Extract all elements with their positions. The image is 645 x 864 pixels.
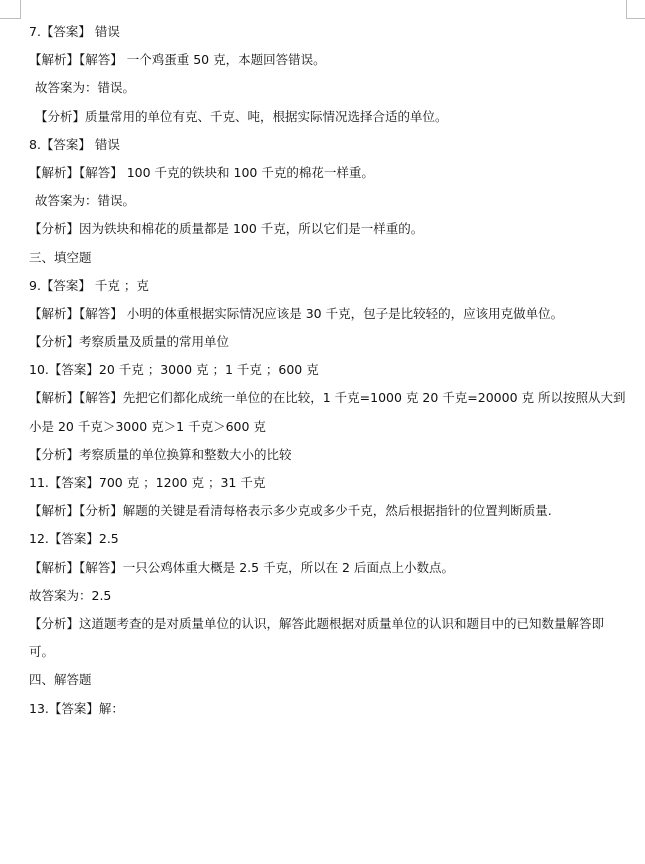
q12-explanation-continued: 可。 — [29, 644, 55, 660]
q7-explanation: 【分析】质量常用的单位有克、千克、吨，根据实际情况选择合适的单位。 — [35, 108, 448, 124]
page-corner-mark-right — [626, 0, 645, 19]
q13-answer: 13.【答案】解： — [29, 700, 124, 716]
document-body — [29, 18, 626, 723]
q11-analysis: 【解析】【分析】解题的关键是看清每格表示多少克或多少千克，然后根据指针的位置判断质量. — [29, 503, 552, 519]
q7-answer: 7.【答案】 错误 — [29, 24, 120, 39]
q7-analysis: 【解析】【解答】 一个鸡蛋重 50 克，本题回答错误。 — [29, 52, 326, 68]
q10-explanation: 【分析】考察质量的单位换算和整数大小的比较 — [29, 446, 292, 462]
q8-answer: 8.【答案】 错误 — [29, 136, 120, 152]
q12-conclusion: 故答案为：2.5 — [29, 587, 112, 603]
q10-analysis: 【解析】【解答】先把它们都化成统一单位的在比较，1 千克=1000 克 20 千克=20000 克 所以按照从大到 — [29, 390, 626, 406]
q9-answer: 9.【答案】 千克 ；克 — [29, 277, 149, 293]
q12-explanation: 【分析】这道题考查的是对质量单位的认识，解答此题根据对质量单位的认识和题目中的已知数量解答即 — [29, 615, 605, 631]
q12-analysis: 【解析】【解答】一只公鸡体重大概是 2.5 千克，所以在 2 后面点上小数点。 — [29, 559, 454, 575]
q11-answer: 11.【答案】700 克 ；1200 克 ；31 千克 — [29, 475, 266, 490]
q10-analysis-continued: 小是 20 千克＞3000 克＞1 千克＞600 克 — [29, 418, 266, 434]
page-corner-mark-left — [0, 0, 21, 19]
q8-explanation: 【分析】因为铁块和棉花的质量都是 100 千克，所以它们是一样重的。 — [29, 221, 424, 237]
q10-answer: 10.【答案】20 千克 ；3000 克 ；1 千克 ；600 克 — [29, 362, 319, 378]
q9-explanation: 【分析】考察质量及质量的常用单位 — [29, 334, 230, 350]
section-heading-solve: 四、解答题 — [29, 672, 92, 688]
q12-answer: 12.【答案】2.5 — [29, 531, 119, 547]
q9-analysis: 【解析】【解答】 小明的体重根据实际情况应该是 30 千克，包子是比较轻的，应该用克做单位。 — [29, 305, 564, 321]
section-heading-fill-in: 三、填空题 — [29, 249, 92, 265]
q7-conclusion: 故答案为：错误。 — [35, 80, 136, 96]
q8-analysis: 【解析】【解答】 100 千克的铁块和 100 千克的棉花一样重。 — [29, 164, 374, 180]
q8-conclusion: 故答案为：错误。 — [35, 193, 136, 209]
